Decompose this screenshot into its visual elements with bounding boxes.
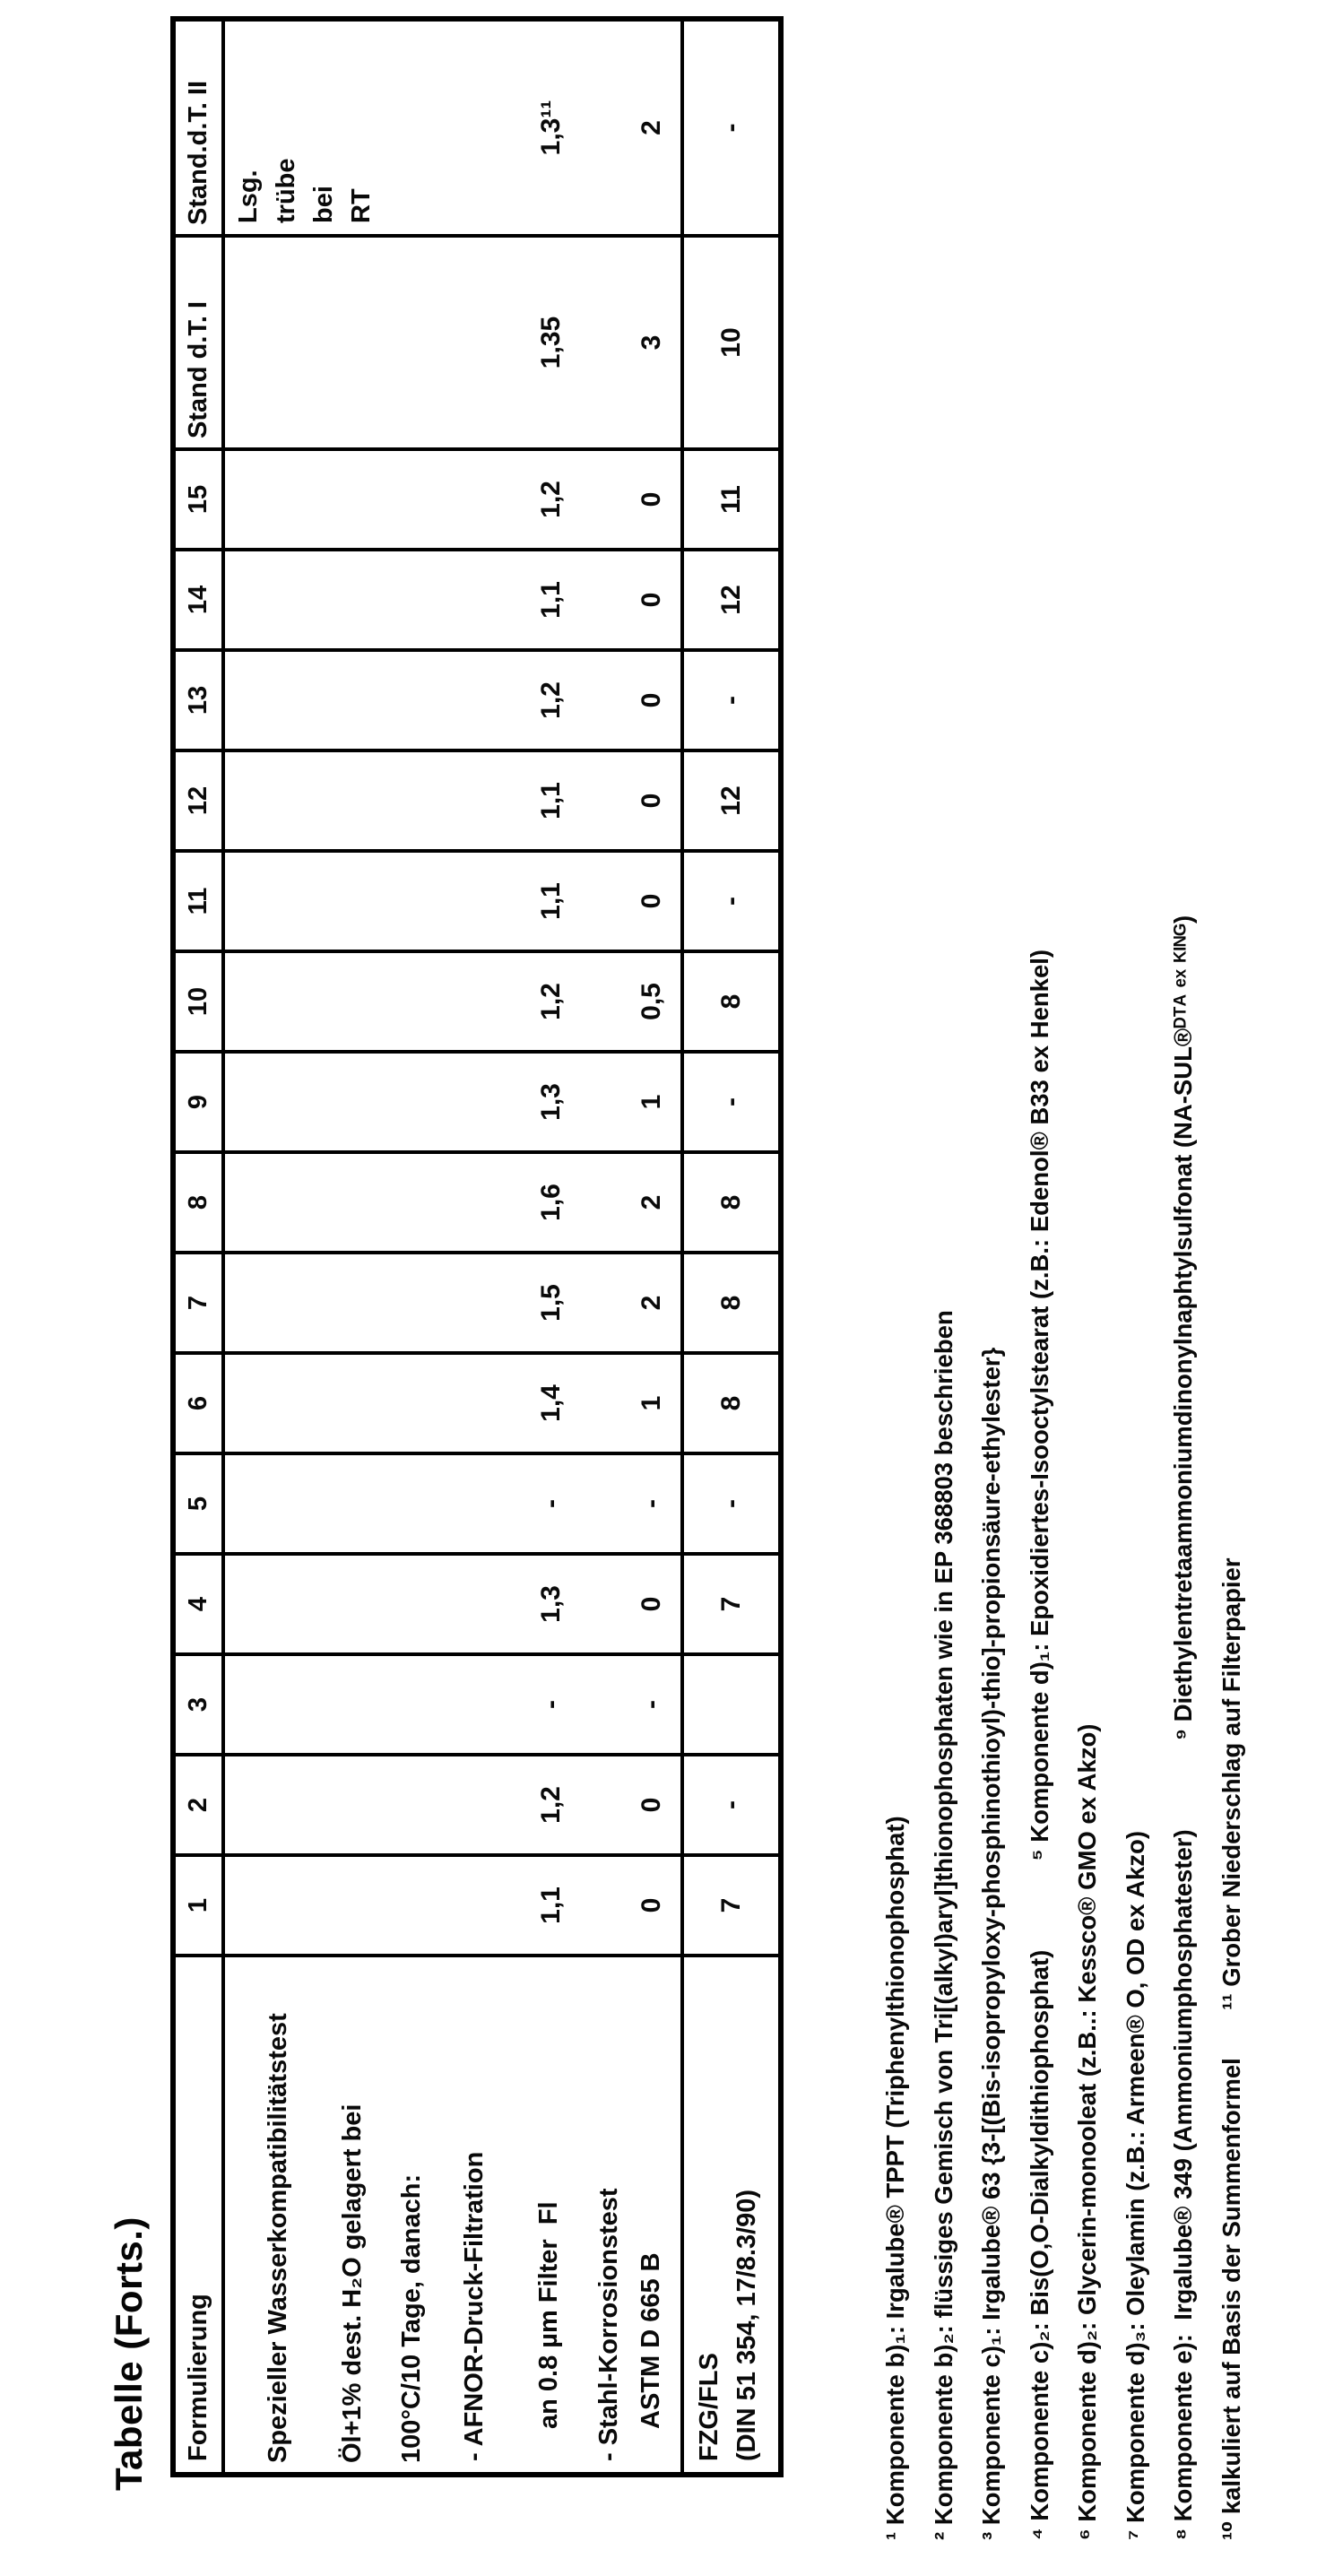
afnor-value-9: 1,3 xyxy=(536,1083,566,1121)
column-header-10: 10 xyxy=(176,950,225,1050)
column-cell-12 xyxy=(225,749,684,849)
astm-value-15: 0 xyxy=(637,491,666,507)
fzg-value-6: 8 xyxy=(715,1395,746,1411)
astm-value-6: 1 xyxy=(637,1395,666,1411)
column-cell-3 xyxy=(225,1652,684,1753)
fzg-value-2: - xyxy=(715,1800,746,1809)
column-cell-11 xyxy=(225,849,684,950)
afnor-value-7: 1,5 xyxy=(536,1284,566,1322)
fzg-value-15: 11 xyxy=(715,485,746,514)
footnote-3: ³ Komponente c)₁: Irgalube® 63 {3-[(Bis-isopropyloxy-phosphinothioyl)-thio]-propionsäure-ethylester} xyxy=(977,1347,1005,2540)
afnor-value-5: - xyxy=(536,1499,566,1508)
footnote-4: ⁴ Komponente c)₂: Bis(O,O-Dialkyldithiophosphat) ⁵ Komponente d)₁: Epoxidiertes-Isooctylstearat (z.B.: Edenol® B33 ex Henkel) xyxy=(1025,949,1053,2540)
column-cell-8 xyxy=(225,1150,684,1251)
astm-value-9: 1 xyxy=(637,1094,666,1110)
column-header-11: 11 xyxy=(176,849,225,950)
results-table xyxy=(170,16,784,2477)
fzg-cell-Stand.d.T. II xyxy=(684,22,778,234)
astm-value-7: 2 xyxy=(637,1295,666,1311)
fzg-value-11: - xyxy=(715,897,746,906)
column-cell-6 xyxy=(225,1351,684,1452)
fzg-value-8: 8 xyxy=(715,1194,746,1210)
fzg-value-13: - xyxy=(715,696,746,705)
astm-value-14: 0 xyxy=(637,592,666,608)
astm-value-5: - xyxy=(637,1499,666,1508)
test-label-line-6: - Stahl-Korrosionstest xyxy=(594,2188,623,2461)
note-line-Lsg.: Lsg. xyxy=(234,169,263,223)
afnor-value-6: 1,4 xyxy=(536,1384,566,1422)
astm-value-2: 0 xyxy=(637,1797,666,1813)
afnor-value-Stand.d.T. II: 1,3¹¹ xyxy=(536,100,566,156)
note-line-trübe: trübe xyxy=(272,158,300,223)
fzg-value-1: 7 xyxy=(715,1897,746,1913)
column-cell-1 xyxy=(225,1853,684,1954)
afnor-value-14: 1,1 xyxy=(536,581,566,619)
fzg-value-12: 12 xyxy=(715,785,746,816)
fzg-cell-15 xyxy=(684,447,778,548)
column-cell-13 xyxy=(225,648,684,749)
column-header-7: 7 xyxy=(176,1251,225,1351)
test-label-line-3: 100°C/10 Tage, danach: xyxy=(397,2173,426,2463)
fzg-label-line-2: (DIN 51 354, 17/8.3/90) xyxy=(732,2189,761,2461)
astm-value-13: 0 xyxy=(637,692,666,708)
test-label-line-1: Spezieller Wasserkompatibilitätstest xyxy=(264,2013,292,2463)
column-header-Stand.d.T. II: Stand.d.T. II xyxy=(176,22,225,234)
column-cell-7 xyxy=(225,1251,684,1351)
fzg-cell-4 xyxy=(684,1552,778,1652)
footnotes xyxy=(871,915,1255,2540)
fzg-cell-13 xyxy=(684,648,778,749)
note-line-RT: RT xyxy=(347,188,376,223)
column-cell-2 xyxy=(225,1753,684,1853)
column-cell-15 xyxy=(225,447,684,548)
fzg-cell-12 xyxy=(684,749,778,849)
fzg-cell-3 xyxy=(684,1652,778,1753)
column-cell-Stand d.T. I xyxy=(225,234,684,447)
page-title: Tabelle (Forts.) xyxy=(108,2216,150,2491)
column-cell-14 xyxy=(225,548,684,648)
fzg-cell-2 xyxy=(684,1753,778,1853)
afnor-value-1: 1,1 xyxy=(536,1886,566,1924)
astm-value-1: 0 xyxy=(637,1897,666,1913)
column-header-4: 4 xyxy=(176,1552,225,1652)
column-header-2: 2 xyxy=(176,1753,225,1853)
test-label-line-2: Öl+1% dest. H₂O gelagert bei xyxy=(338,2103,367,2463)
column-cell-10 xyxy=(225,950,684,1050)
column-header-12: 12 xyxy=(176,749,225,849)
fzg-cell-10 xyxy=(684,950,778,1050)
fzg-value-4: 7 xyxy=(715,1596,746,1612)
fzg-value-14: 12 xyxy=(715,585,746,615)
astm-value-11: 0 xyxy=(637,893,666,909)
footnote-5: ⁶ Komponente d)₂: Glycerin-monooleat (z.B..: Kessco® GMO ex Akzo) xyxy=(1073,1723,1101,2540)
column-header-6: 6 xyxy=(176,1351,225,1452)
astm-value-10: 0,5 xyxy=(637,983,666,1020)
fzg-cell-9 xyxy=(684,1050,778,1150)
afnor-value-8: 1,6 xyxy=(536,1184,566,1221)
fzg-value-9: - xyxy=(715,1097,746,1106)
fzg-value-7: 8 xyxy=(715,1295,746,1311)
test-label-line-5: an 0.8 µm Filter Fl xyxy=(534,2201,563,2429)
footnote-1: ¹ Komponente b)₁: Irgalube® TPPT (Triphenylthionophosphat) xyxy=(881,1816,909,2540)
test-label-line-4: - AFNOR-Druck-Filtration xyxy=(460,2151,489,2461)
fzg-value-10: 8 xyxy=(715,993,746,1010)
astm-value-3: - xyxy=(637,1700,666,1709)
afnor-value-12: 1,1 xyxy=(536,782,566,820)
afnor-value-3: - xyxy=(536,1700,566,1709)
fzg-cell-7 xyxy=(684,1251,778,1351)
fzg-label-cell xyxy=(684,1954,778,2472)
column-cell-Stand.d.T. II xyxy=(225,22,684,234)
fzg-value-5: - xyxy=(715,1499,746,1508)
footnote-2: ² Komponente b)₂: flüssiges Gemisch von Tri[(alkyl)aryl]thionophosphaten wie in EP 368803 beschrieben xyxy=(929,1310,957,2540)
fzg-value-Stand.d.T. II: - xyxy=(715,123,746,133)
column-header-formulierung: Formulierung xyxy=(176,1954,225,2472)
astm-value-12: 0 xyxy=(637,793,666,809)
fzg-cell-Stand d.T. I xyxy=(684,234,778,447)
column-header-14: 14 xyxy=(176,548,225,648)
column-header-13: 13 xyxy=(176,648,225,749)
column-header-5: 5 xyxy=(176,1452,225,1552)
fzg-cell-11 xyxy=(684,849,778,950)
column-header-9: 9 xyxy=(176,1050,225,1150)
astm-value-Stand d.T. I: 3 xyxy=(637,334,666,351)
fzg-cell-14 xyxy=(684,548,778,648)
afnor-value-11: 1,1 xyxy=(536,882,566,920)
fzg-label-line-1: FZG/FLS xyxy=(695,2353,723,2461)
column-header-Stand d.T. I: Stand d.T. I xyxy=(176,234,225,447)
afnor-value-13: 1,2 xyxy=(536,681,566,719)
column-cell-5 xyxy=(225,1452,684,1552)
column-header-8: 8 xyxy=(176,1150,225,1251)
column-cell-4 xyxy=(225,1552,684,1652)
note-line-bei: bei xyxy=(309,186,338,223)
fzg-cell-5 xyxy=(684,1452,778,1552)
column-header-3: 3 xyxy=(176,1652,225,1753)
astm-value-8: 2 xyxy=(637,1194,666,1210)
test-description-cell xyxy=(225,1954,684,2472)
column-header-1: 1 xyxy=(176,1853,225,1954)
column-cell-9 xyxy=(225,1050,684,1150)
afnor-value-15: 1,2 xyxy=(536,481,566,518)
afnor-value-2: 1,2 xyxy=(536,1786,566,1824)
footnote-6: ⁷ Komponente d)₃: Oleylamin (z.B.: Armeen® O, OD ex Akzo) xyxy=(1121,1831,1149,2540)
afnor-value-4: 1,3 xyxy=(536,1585,566,1623)
footnote-7: ⁸ Komponente e): Irgalube® 349 (Ammoniumphosphatester) ⁹ Diethylentretaammoniumdinonylnaphtylsulfonat (NA-SUL®ᴰᵀᴬ ᵉˣ ᴷᴵᴺᴳ) xyxy=(1169,915,1197,2540)
fzg-cell-8 xyxy=(684,1150,778,1251)
fzg-cell-6 xyxy=(684,1351,778,1452)
afnor-value-10: 1,2 xyxy=(536,983,566,1020)
afnor-value-Stand d.T. I: 1,35 xyxy=(536,316,566,369)
test-label-line-7: ASTM D 665 B xyxy=(637,2252,665,2429)
fzg-value-Stand d.T. I: 10 xyxy=(715,327,746,358)
astm-value-4: 0 xyxy=(637,1596,666,1612)
astm-value-Stand.d.T. II: 2 xyxy=(637,120,666,135)
fzg-cell-1 xyxy=(684,1853,778,1954)
column-header-15: 15 xyxy=(176,447,225,548)
footnote-8: ¹⁰ kalkuliert auf Basis der Summenformel ¹¹ Grober Niederschlag auf Filterpapier xyxy=(1217,1557,1245,2540)
